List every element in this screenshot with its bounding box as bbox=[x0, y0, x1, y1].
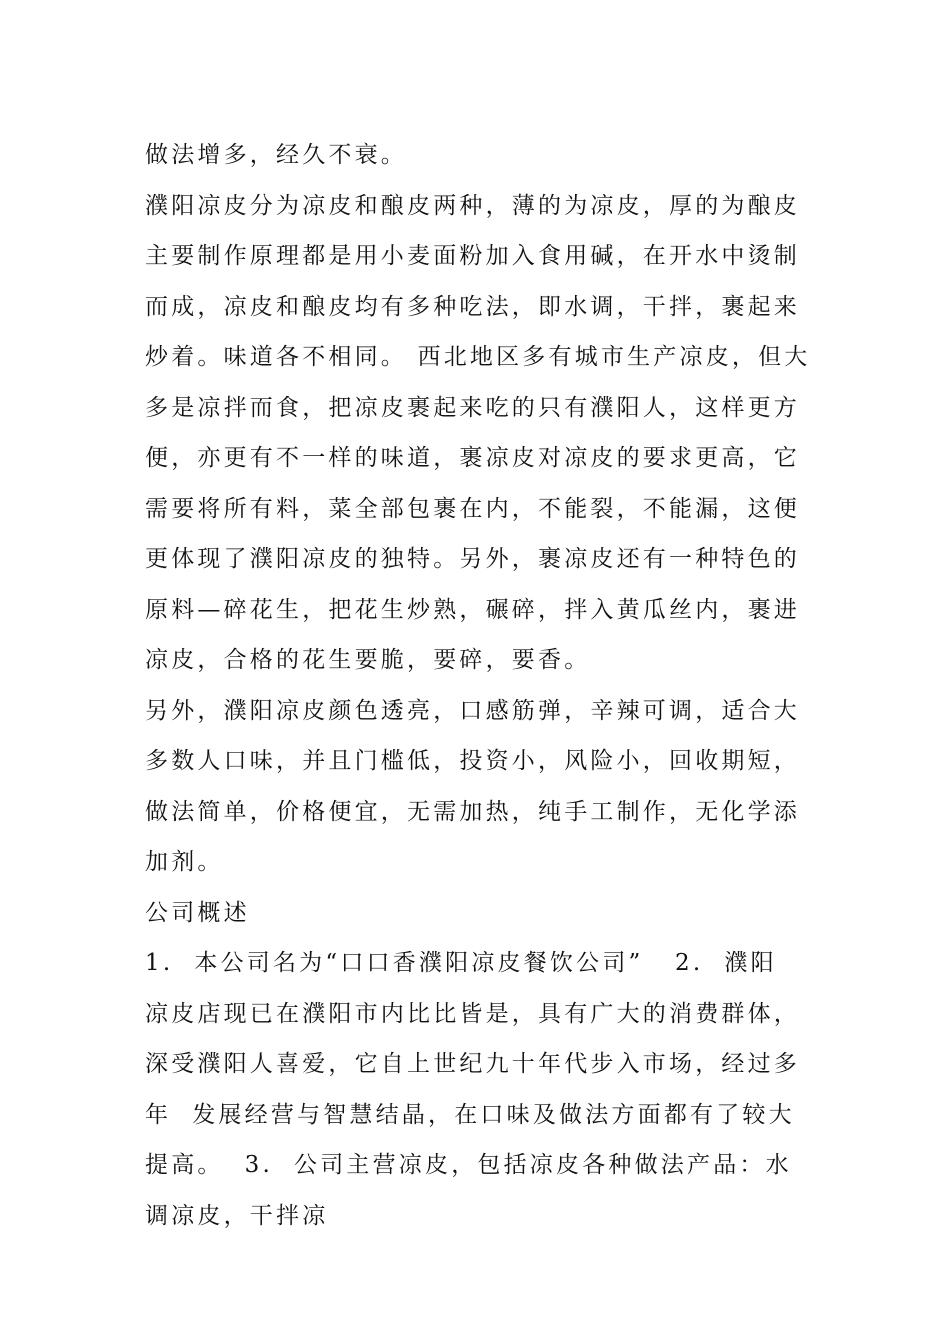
section-heading: 公司概述 bbox=[145, 899, 250, 926]
text-line: 需要将所有料，菜全部包裹在内，不能裂，不能漏，这便 bbox=[145, 495, 800, 522]
text-line: 原料—碎花生，把花生炒熟，碾碎，拌入黄瓜丝内，裹进 bbox=[145, 596, 800, 623]
text-line: 而成，凉皮和酿皮均有多种吃法，即水调，干拌，裹起来 bbox=[145, 293, 800, 320]
document-body bbox=[145, 130, 825, 1241]
text-line: 多数人口味，并且门槛低，投资小，风险小，回收期短， bbox=[145, 748, 800, 774]
text-line: 凉皮店现已在濮阳市内比比皆是，具有广大的消费群体， bbox=[145, 1000, 800, 1027]
text-line: 凉皮，合格的花生要脆，要碎，要香。 bbox=[145, 647, 591, 673]
text-line: 主要制作原理都是用小麦面粉加入食用碱，在开水中烫制 bbox=[145, 243, 800, 269]
text-line: 濮阳凉皮分为凉皮和酿皮两种，薄的为凉皮，厚的为酿皮 bbox=[145, 192, 800, 219]
text-line: 另外，濮阳凉皮颜色透亮，口感筋弹，辛辣可调，适合大 bbox=[145, 697, 800, 724]
text-line: 炒着。味道各不相同。 西北地区多有城市生产凉皮，但大 bbox=[145, 344, 811, 370]
text-line: 做法简单，价格便宜，无需加热，纯手工制作，无化学添 bbox=[145, 798, 800, 825]
text-line: 年 发展经营与智慧结晶，在口味及做法方面都有了较大 bbox=[145, 1101, 795, 1128]
text-line: 便，亦更有不一样的味道，裹凉皮对凉皮的要求更高，它 bbox=[145, 445, 800, 471]
text-line: 多是凉拌而食，把凉皮裹起来吃的只有濮阳人，这样更方 bbox=[145, 394, 800, 421]
text-line: 调凉皮，干拌凉 bbox=[145, 1202, 329, 1229]
text-line: 深受濮阳人喜爱，它自上世纪九十年代步入市场，经过多 bbox=[145, 1051, 800, 1077]
text-line: 做法增多，经久不衰。 bbox=[145, 142, 407, 168]
text-line: 加剂。 bbox=[145, 849, 224, 875]
text-line: 更体现了濮阳凉皮的独特。另外，裹凉皮还有一种特色的 bbox=[145, 546, 800, 572]
text-line: 1. 本公司名为“口口香濮阳凉皮餐饮公司” 2. 濮阳 bbox=[145, 950, 777, 976]
text-line: 提高。 3. 公司主营凉皮，包括凉皮各种做法产品：水 bbox=[145, 1152, 792, 1178]
